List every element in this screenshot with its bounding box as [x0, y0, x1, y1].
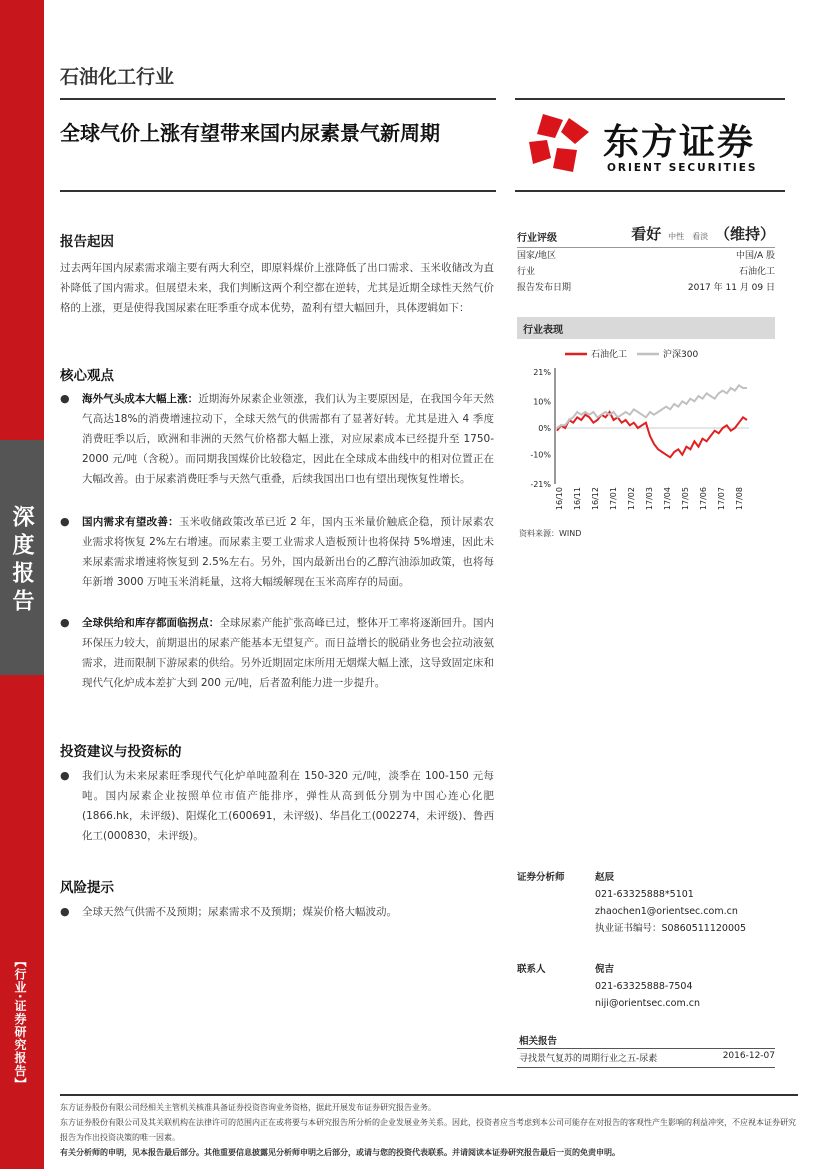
logo-rule [515, 190, 785, 192]
logo-english-text: ORIENT SECURITIES [607, 162, 758, 174]
bullet-icon: ● [60, 905, 70, 918]
x-tick-label: 16/11 [573, 487, 582, 511]
rating-options: 中性 看淡 [668, 232, 709, 241]
y-tick-label: 10% [533, 397, 551, 407]
contact-name: 倪吉 [595, 964, 615, 975]
rating-table [517, 223, 775, 296]
x-tick-label: 16/10 [555, 487, 564, 511]
rating-value: 看好 [631, 225, 662, 243]
origin-paragraph: 过去两年国内尿素需求端主要有两大利空，即原料煤价上涨降低了出口需求、玉米收储改为直补降低了国内需求。但展望未来，我们判断这两个利空都在逆转，尤其是近期全球性天然气价格的上涨，更是使得我国尿素在旺季重夺成本优势，盈利有望大幅回升，具体逻辑如下： [60, 262, 494, 314]
series-label: 【行业·证券研究报告】 [13, 955, 27, 1091]
section-heading-core: 核心观点 [60, 368, 114, 384]
analyst-name: 赵辰 [595, 872, 615, 883]
title-rule [60, 190, 496, 192]
analyst-label: 证券分析师 [517, 872, 565, 883]
x-tick-label: 16/12 [591, 487, 600, 511]
series-line [557, 412, 747, 457]
contact-label: 联系人 [517, 964, 546, 975]
related-report-date: 2016-12-07 [722, 1051, 775, 1061]
analyst-email[interactable]: zhaochen1@orientsec.com.cn [595, 906, 738, 917]
report-type-label: 深度报告 [9, 505, 34, 617]
rating-row-region: 国家/地区 中国/A 股 [517, 251, 775, 261]
section-heading-invest: 投资建议与投资标的 [60, 744, 182, 760]
contact-email[interactable]: niji@orientsec.com.cn [595, 998, 700, 1009]
y-tick-label: -10% [530, 450, 551, 460]
x-tick-label: 17/07 [717, 487, 726, 511]
core-point-1-text: 近期海外尿素企业领涨，我们认为主要原因是，在我国今年天然气高达18%的消费增速拉动下，全球天然气的供需都有了显著好转。尤其是进入 4 季度消费旺季以后，欧洲和非洲的天然气价格都大幅上涨，对应尿素成本已经提升至 1750-2000 元/吨（含税）。而同期我国煤价比较稳定，因此在全球成本曲线中的相对位置正在大幅改善。由于尿素消费旺季与天然气重叠，后续我国出口也有望出现恢复性增长。 [82, 393, 495, 485]
footer-line-3: 有关分析师的申明，见本报告最后部分。其他重要信息披露见分析师申明之后部分，或请与您的投资代表联系。并请阅读本证券研究报告最后一页的免责申明。 [60, 1148, 620, 1157]
section-heading-risk: 风险提示 [60, 880, 114, 896]
core-point-3-title: 全球供给和库存都面临拐点： [82, 617, 220, 629]
industry-performance-chart [517, 344, 775, 514]
x-tick-label: 17/06 [699, 487, 708, 511]
rating-row-date: 报告发布日期 2017 年 11 月 09 日 [517, 283, 775, 293]
related-report-title[interactable]: 寻找景气复苏的周期行业之五-尿素 [519, 1054, 658, 1064]
chart-source: 资料来源：WIND [519, 529, 582, 538]
logo-chinese-text: 东方证券 [603, 122, 756, 163]
industry-name: 石油化工行业 [60, 66, 175, 88]
analyst-license: 执业证书编号：S0860511120005 [595, 923, 747, 934]
company-logo [525, 112, 780, 182]
x-tick-label: 17/05 [681, 487, 690, 511]
core-point-1 [60, 389, 494, 489]
logo-mark-icon [525, 112, 593, 180]
footer-rule [60, 1094, 798, 1096]
risk-point-1-text: 全球天然气供需不及预期；尿素需求不及预期；煤炭价格大幅波动。 [82, 906, 397, 918]
header-rule-right [515, 98, 785, 100]
x-tick-label: 17/04 [663, 487, 672, 511]
footer-line-2: 东方证券股份有限公司及其关联机构在法律许可的范围内正在或将要与本研究报告所分析的企业发展业务关系。因此，投资者应当考虑到本公司可能存在对报告的客观性产生影响的利益冲突，不应视本证券研究报告为作出投资决策的唯一因素。 [60, 1118, 796, 1142]
invest-point-1 [60, 766, 494, 846]
core-point-2-title: 国内需求有望改善： [82, 516, 179, 528]
section-heading-origin: 报告起因 [60, 234, 114, 250]
rating-row-industry: 行业 石油化工 [517, 267, 775, 277]
bullet-icon: ● [60, 616, 70, 629]
x-tick-label: 17/02 [627, 487, 636, 511]
core-point-2-text: 玉米收储政策改革已近 2 年，国内玉米量价触底企稳，预计尿素农业需求将恢复 2%左右增速。而尿素主要工业需求人造板预计也将保持 5%增速，因此未来尿素需求增速将恢复到 2.5%左右。另外，国内最新出台的乙醇汽油添加政策，也将每年新增 3000 万吨玉米消耗量，这将大幅缓解现在玉米高库存的局面。 [82, 516, 494, 588]
related-heading: 相关报告 [519, 1036, 558, 1047]
series-line [557, 385, 747, 428]
invest-point-1-text: 我们认为未来尿素旺季现代气化炉单吨盈利在 150-320 元/吨，淡季在 100-150 元每吨。国内尿素企业按照单位市值产能排序，弹性从高到低分别为中国心连心化肥(1866.hk，未评级)、阳煤化工(600691，未评级)、华昌化工(002274，未评级)、鲁西化工(000830，未评级)。 [82, 770, 494, 842]
contact-phone: 021-63325888-7504 [595, 981, 693, 992]
footer-disclaimer [60, 1100, 800, 1160]
chart-heading: 行业表现 [523, 325, 563, 336]
rating-status: （维持） [714, 225, 775, 243]
bullet-icon: ● [60, 392, 70, 405]
risk-point-1 [60, 902, 494, 922]
related-report-item[interactable] [519, 1051, 775, 1064]
related-rule [517, 1048, 775, 1049]
x-tick-label: 17/01 [609, 487, 618, 511]
report-title: 全球气价上涨有望带来国内尿素景气新周期 [60, 121, 440, 145]
core-point-2 [60, 512, 494, 592]
legend-label: 沪深300 [663, 350, 699, 360]
chart-heading-bar [517, 317, 775, 339]
bullet-icon: ● [60, 769, 70, 782]
footer-line-1: 东方证券股份有限公司经相关主管机关核准具备证券投资咨询业务资格，据此开展发布证券研究报告业务。 [60, 1103, 436, 1112]
bullet-icon: ● [60, 515, 70, 528]
core-point-3-text: 全球尿素产能扩张高峰已过，整体开工率将逐渐回升。国内环保压力较大，前期退出的尿素产能基本无望复产。而日益增长的脱硝业务也会拉动液氨需求，进而限制下游尿素的供给。另外近期固定床所用无烟煤大幅上涨，这导致固定床和现代气化炉成本差扩大到 200 元/吨，后者盈利能力进一步提升。 [82, 617, 495, 689]
analyst-phone: 021-63325888*5101 [595, 889, 694, 900]
x-tick-label: 17/08 [735, 487, 744, 511]
header-rule-left [60, 98, 496, 100]
y-tick-label: -21% [530, 480, 551, 489]
x-tick-label: 17/03 [645, 487, 654, 511]
y-tick-label: 0% [538, 424, 551, 433]
y-tick-label: 21% [533, 368, 551, 377]
core-point-3 [60, 613, 494, 693]
core-point-1-title: 海外气头成本大幅上涨： [82, 393, 199, 405]
related-rule-bottom [517, 1067, 775, 1068]
rating-label: 行业评级 [517, 233, 557, 244]
legend-label: 石油化工 [591, 350, 628, 360]
